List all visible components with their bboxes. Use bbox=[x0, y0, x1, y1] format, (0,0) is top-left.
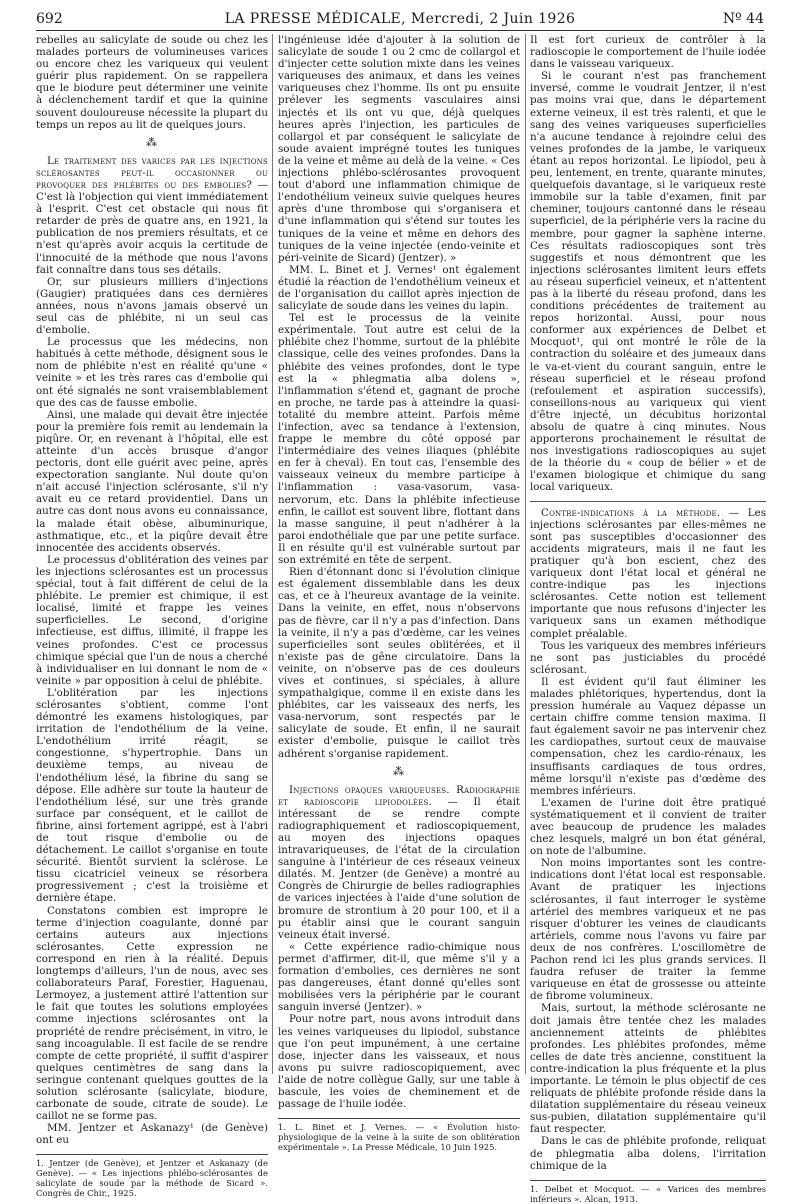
paragraph: « Cette expérience radio-chimique nous permet d'affirmer, dit-il, que même s'il y a formation d'embolies, ces dernières ne sont pas dangereuses, étant donné qu'elles sont mobilisées vers la périphérie par le courant sanguin inversé (Jentzer). » bbox=[278, 940, 520, 1014]
paragraph: Tel est le processus de la veinite expérimentale. Tout autre est celui de la phlébite chez l'homme, surtout de la phlébite classique, celle des veines profondes. Dans la phlébite des veines profondes, dont le type est la « phlegmatia alba dolens », l'inflammation s'étend et, gagnant de proche en proche, ne tarde pas à atteindre la quasi-totalité du membre atteint. Parfois même l'infection, avec sa tendance à l'extension, frappe le membre du côté opposé par l'intermédiaire des veines iliaques (phlébite en fer à cheval). En tout cas, l'ensemble des vaisseaux veineux du membre participe à l'inflammation : vasa-vasorum, vasa-nervorum, etc. Dans la phlébite infectieuse enfin, le caillot est souvent libre, flottant dans la masse sanguine, il peut n'adhérer à la paroi endothéliale que par une petite surface. Il en résulte qu'il est vulnérable surtout par son extrémité en tête de serpent. bbox=[278, 312, 520, 567]
paragraph: Dans le cas de phlébite profonde, reliquat de phlegmatia alba dolens, l'irritation chimique de la bbox=[530, 1135, 766, 1172]
paragraph: Tous les variqueux des membres inférieurs ne sont pas justiciables du procédé sclérosant. bbox=[530, 639, 766, 676]
column-rule bbox=[272, 34, 273, 1074]
section-title: Le traitement des varices par les injections sclérosantes peut-il occasionner ou provoquer des phlébites ou des embolies? bbox=[36, 154, 268, 191]
page-header bbox=[36, 8, 764, 31]
footnote: 1. Delbet et Mocquot. — « Varices des membres inférieurs ». Alcan, 1913. bbox=[530, 1180, 766, 1204]
page-number: 692 bbox=[36, 11, 63, 27]
issue-number: Nº 44 bbox=[722, 11, 764, 27]
paragraph: Rien d'étonnant donc si l'évolution clinique est également dissemblable dans les deux cas, et ce à l'heureux avantage de la veinite. Dans la veinite, en effet, nous n'observons pas de fièvre, car il n'y a pas d'infection. Dans la veinite, il n'y a pas d'œdème, car les veines superficielles sont seules oblitérées, et il n'existe pas de gêne circulatoire. Dans la veinite, on n'observe pas de ces douleurs vives et continues, si spéciales, à allure sympathalgique, comme il en existe dans les phlébites, car les vaisseaux des nerfs, les vasa-nervorum, sont respectés par le salicylate de soude. Et enfin, il ne saurait exister d'embolie, puisque le caillot très adhérent s'organise rapidement. bbox=[278, 566, 520, 760]
paragraph: Ainsi, une malade qui devait être injectée pour la première fois remit au lendemain la piqûre. Or, en revenant à l'hôpital, elle est atteinte d'un accès brusque d'angor pectoris, dont elle guérit avec peine, après expectoration sanglante. Nul doute qu'on n'ait accusé l'injection sclérosante, s'il n'y avait eu ce retard providentiel. Dans un autre cas dont nous avons eu connaissance, la malade était obèse, albuminurique, asthmatique, etc., et la piqûre devait être innocentée des accidents observés. bbox=[36, 408, 268, 554]
section-paragraph: Contre-indications à la méthode. — Les injections sclérosantes par elles-mêmes ne sont pas susceptibles d'occasionner des accidents migrateurs, mais il ne faut les pratiquer qu'à bon escient, chez des variqueux dont l'état local et général ne contre-indique pas les injections sclérosantes. Cette notion est tellement importante que nous refusons d'injecter les variqueux sans un examen méthodique complet préalable. bbox=[530, 506, 766, 640]
paragraph: L'examen de l'urine doit être pratiqué systématiquement et il convient de traiter avec beaucoup de prudence les malades chez lesquels, malgré un bon état général, on note de l'albumine. bbox=[530, 796, 766, 858]
section-title: Injections opaques variqueuses. Radiographie et radioscopie lipiodolées. bbox=[278, 783, 520, 808]
paragraph: Il est fort curieux de contrôler à la radioscopie le comportement de l'huile iodée dans le vaisseau variqueux. bbox=[530, 34, 766, 71]
section-rule bbox=[530, 501, 766, 502]
paragraph: MM. Jentzer et Askanazy¹ (de Genève) ont eu bbox=[36, 1122, 268, 1147]
column-3 bbox=[530, 34, 766, 1204]
section-paragraph: Le traitement des varices par les injections sclérosantes peut-il occasionner ou provoquer des phlébites ou des embolies? — C'est là l'objection qui vient immédiatement à l'esprit. C'est cet obstacle qui nous fit retarder de près de quatre ans, en 1921, la publication de nos premiers résultats, et ce n'est qu'après avoir acquis la certitude de l'innocuité de la méthode que nous l'avons fait connaître dans tous ses détails. bbox=[36, 154, 268, 276]
section-divider: ⁂ bbox=[393, 764, 405, 778]
paragraph: Non moins importantes sont les contre-indications dont l'état local est responsable. Avant de pratiquer les injections sclérosantes, il faut interroger le système artériel des membres variqueux et ne pas risquer d'obturer les veines de claudicants artériels, comme nous l'avons vu faire par deux de nos confrères. L'oscillomètre de Pachon rend ici les plus grands services. Il faudra refuser de traiter la femme variqueuse en état de grossesse ou atteinte de fibrome volumineux. bbox=[530, 857, 766, 1003]
footnote: 1. Jentzer (de Genève), et Jentzer et Askanazy (de Genève). — « Les injections phlébo-sclérosantes de salicylate de soude par la méthode de Sicard ». Congrès de Chir., 1925. bbox=[36, 1154, 268, 1198]
paragraph: Il est évident qu'il faut éliminer les malades phlétoriques, hypertendus, dont la pression humérale au Vaquez dépasse un certain chiffre comme tension maxima. Il faut également savoir ne pas intervenir chez les cardiopathes, surtout ceux de mauvaise compensation, chez les cardio-rénaux, les insuffisants cardiaques de tous ordres, même lorsqu'il n'existe pas d'œdème des membres inférieurs. bbox=[530, 675, 766, 797]
paragraph: Mais, surtout, la méthode sclérosante ne doit jamais être tentée chez les malades anciennement atteints de phlébites profondes. Les phlébites profondes, même celles de date très ancienne, constituent la contre-indication la plus fréquente et la plus importante. Le témoin le plus objectif de ces reliquats de phlébite profonde réside dans la dilatation supplémentaire du réseau veineux sus-pubien, dilatation supplémentaire qu'il faut respecter. bbox=[530, 1002, 766, 1136]
paragraph: Si le courant n'est pas franchement inversé, comme le voudrait Jentzer, il n'est pas moins vrai que, dans le département externe veineux, il est très ralenti, et que le sang des veines variqueuses superficielles n'a aucune tendance à rejoindre celui des veines profondes de la jambe, le variqueux étant au repos horizontal. Le lipiodol, peu à peu, lentement, en trente, quarante minutes, quelquefois davantage, si le variqueux reste immobile sur la table d'examen, finit par cheminer, toujours cantonné dans le réseau superficiel, de la périphérie vers la racine du membre, pour gagner la saphène interne. Ces résultats radioscopiques sont très suggestifs et nous démontrent que les injections sclérosantes limitent leurs effets au réseau superficiel veineux, et n'attentent pas à la liberté du réseau profond, dans les conditions précédentes de traitement au repos horizontal. Aussi, pour nous conformer aux expériences de Delbet et Mocquot¹, qui ont montré le rôle de la contraction du soléaire et des jumeaux dans le va-et-vient du courant sanguin, entre le réseau superficiel et le réseau profond (refoulement et aspiration successifs), conseillons-nous au variqueux qui vient d'être injecté, un décubitus horizontal absolu de quatre à cinq minutes. Nous apporterons prochainement le résultat de nos investigations radioscopiques au sujet de la théorie du « coup de bélier » et de l'examen biologique et chimique du sang local variqueux. bbox=[530, 70, 766, 494]
column-2 bbox=[278, 34, 521, 1153]
section-paragraph: Injections opaques variqueuses. Radiographie et radioscopie lipiodolées. — Il était intéressant de se rendre compte radiographiquement et radioscopiquement, au moyen des injections opaques intravariqueuses, de l'état de la circulation sanguine à l'intérieur de ces réseaux veineux dilatés. M. Jentzer (de Genève) a montré au Congrès de Chirurgie de belles radiographies de varices injectées à l'aide d'une solution de bromure de strontium à 20 pour 100, et il a pu établir ainsi que le courant sanguin veineux était inversé. bbox=[278, 783, 521, 941]
footnote: 1. L. Binet et J. Vernes. — « Évolution histo-physiologique de la veine à la suite de son oblitération expérimentale ». La Presse Médicale, 10 Juin 1925. bbox=[278, 1118, 520, 1152]
paragraph: Pour notre part, nous avons introduit dans les veines variqueuses du lipiodol, substance que l'on peut impunément, à une certaine dose, injecter dans les vaisseaux, et nous avons pu suivre radioscopiquement, avec l'aide de notre collègue Gally, sur une table à bascule, les voies de cheminement et de passage de l'huile iodée. bbox=[278, 1013, 520, 1111]
paragraph: l'ingénieuse idée d'ajouter à la solution de salicylate de soude 1 ou 2 cmc de collargol et d'injecter cette solution mixte dans les veines variqueuses des animaux, et dans les veines variqueuses chez l'homme. Ils ont pu ensuite prélever les segments vasculaires ainsi injectés et ils ont vu que, déjà quelques heures après l'injection, les particules de collargol et par conséquent le salicylate de soude avaient imprégné toutes les tuniques de la veine et même au delà de la veine. « Ces injections phlébo-sclérosantes provoquent tout d'abord une inflammation chimique de l'endothélium veineux suivie quelques heures après d'une thrombose qui s'organisera et d'une inflammation qui s'étend sur toutes les tuniques de la veine et même en dehors des tuniques de la veine injectée (endo-veinite et péri-veinite de Sicard) (Jentzer). » bbox=[278, 34, 520, 264]
section-divider: ⁂ bbox=[146, 135, 158, 149]
column-1 bbox=[36, 34, 268, 1199]
paragraph: rebelles au salicylate de soude ou chez les malades porteurs de volumineuses varices ou encore chez les variqueux qui veulent guérir plus rapidement. On se rappellera que le biodure peut déterminer une veinite à déclenchement tardif et que la quinine souvent douloureuse nécessite la plupart du temps un repos au lit de quelques jours. bbox=[36, 34, 268, 131]
paragraph: L'oblitération par les injections sclérosantes s'obtient, comme l'ont démontré les examens histologiques, par irritation de l'endothélium de la veine. L'endothélium irrité réagit, se congestionne, s'hypertrophie. Dans un deuxième temps, au niveau de l'endothélium lésé, la fibrine du sang se dépose. Elle adhère sur toute la hauteur de l'endothélium lésé, sur une très grande surface par conséquent, et le caillot de fibrine, ainsi fortement agrippé, est à l'abri de tout risque d'embolie ou de détachement. Le caillot s'organise en toute sécurité. Bientôt survient la sclérose. Le tissu cicatriciel veineux se résorbera progressivement ; c'est la troisième et dernière étape. bbox=[36, 686, 268, 905]
paragraph: Or, sur plusieurs milliers d'injections (Gaugier) pratiquées dans ces dernières années, nous n'avons jamais observé un seul cas de phlébite, ni un seul cas d'embolie. bbox=[36, 275, 268, 337]
section-title: Contre-indications à la méthode. bbox=[541, 506, 721, 519]
paragraph: Le processus d'oblitération des veines par les injections sclérosantes est un processus spécial, tout à fait différent de celui de la phlébite. Le premier est chimique, il est localisé, limité et frappe les veines superficielles. Le second, d'origine infectieuse, est diffus, illimité, il frappe les veines profondes. C'est ce processus chimique spécial que l'un de nous a cherché à individualiser en lui donnant le nom de « veinite » par opposition à celui de phlébite. bbox=[36, 553, 268, 687]
paragraph: MM. L. Binet et J. Vernes¹ ont également étudié la réaction de l'endothélium veineux et de l'organisation du caillot après injection de salicylate de soude dans les veines du lapin. bbox=[278, 263, 520, 313]
column-rule bbox=[525, 34, 526, 1074]
journal-title: LA PRESSE MÉDICALE, Mercredi, 2 Juin 1926 bbox=[224, 11, 576, 27]
paragraph: Le processus que les médecins, non habitués à cette méthode, désignent sous le nom de phlébite n'est en réalité qu'une « veinite » et les très rares cas d'embolie qui ont été signalés ne sont vraisemblablement que des cas de fausse embolie. bbox=[36, 336, 268, 409]
paragraph: Constatons combien est impropre le terme d'injection coagulante, donné par certains auteurs aux injections sclérosantes. Cette expression ne correspond en rien à la réalité. Depuis longtemps d'ailleurs, l'un de nous, avec ses collaborateurs Paraf, Forestier, Haguenau, Lermoyez, a justement attiré l'attention sur le fait que toutes les solutions employées comme injections sclérosantes ont la propriété de rendre précisément, in vitro, le sang incoagulable. Il est facile de se rendre compte de cette propriété, il suffit d'aspirer quelques centimètres de sang dans la seringue contenant quelques gouttes de la solution sclérosante (salicylate, biodure, carbonate de soude, citrate de soude). Le caillot ne se forme pas. bbox=[36, 904, 268, 1123]
